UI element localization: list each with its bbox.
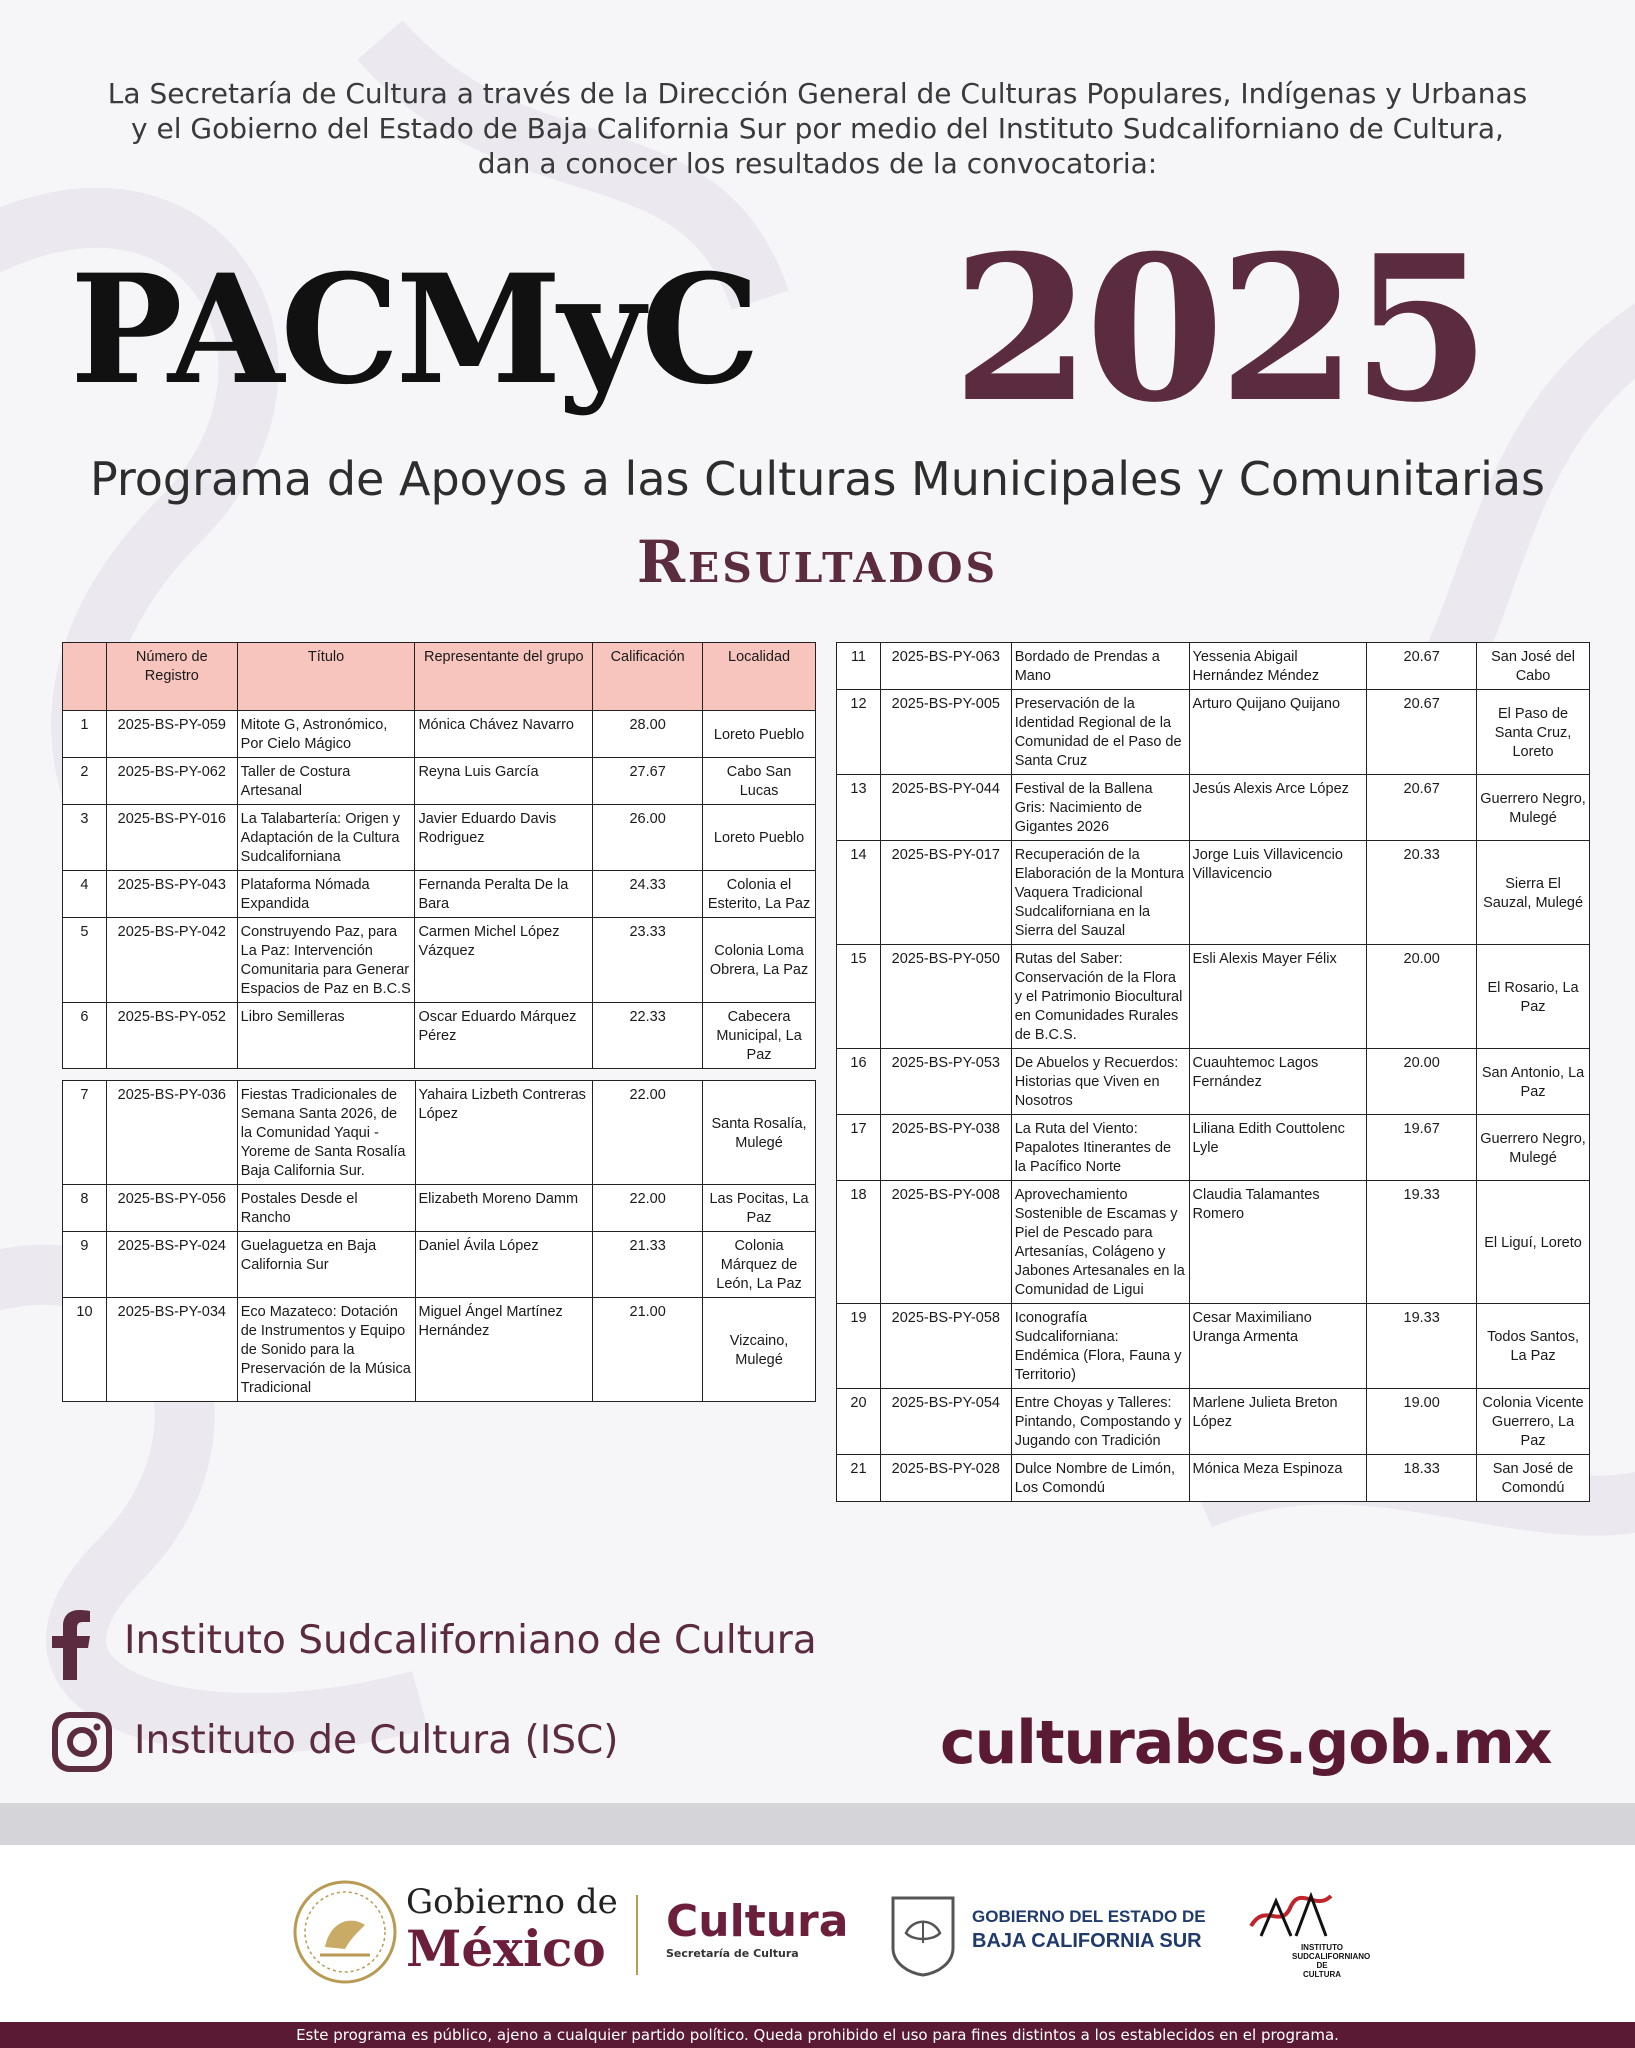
registration-number: 2025-BS-PY-017 (880, 841, 1011, 945)
project-title: Eco Mazateco: Dotación de Instrumentos y Equipo de Sonido para la Preservación de la Música Tradicional (237, 1298, 415, 1402)
table-header-row (63, 643, 816, 711)
project-title: Construyendo Paz, para La Paz: Intervención Comunitaria para Generar Espacios de Paz en B.C.S (237, 918, 415, 1003)
row-number: 7 (63, 1081, 107, 1185)
locality: San Antonio, La Paz (1477, 1049, 1590, 1115)
intro-line-1: La Secretaría de Cultura a través de la Dirección General de Culturas Populares, Indígenas y Urbanas (107, 77, 1528, 110)
header-titulo: Título (237, 643, 415, 711)
row-number: 11 (837, 643, 881, 690)
registration-number: 2025-BS-PY-054 (880, 1389, 1011, 1455)
intro-line-3: dan a conocer los resultados de la convocatoria: (477, 147, 1158, 180)
score: 20.00 (1367, 945, 1477, 1049)
project-title: Rutas del Saber: Conservación de la Flora y el Patrimonio Biocultural en Comunidades Rurales de B.C.S. (1011, 945, 1189, 1049)
row-number: 15 (837, 945, 881, 1049)
table-row (63, 1185, 816, 1232)
group-representative: Arturo Quijano Quijano (1189, 690, 1367, 775)
website-url[interactable]: culturabcs.gob.mx (940, 1708, 1552, 1778)
results-table-2 (62, 1080, 816, 1402)
score: 24.33 (593, 871, 703, 918)
project-title: La Talabartería: Origen y Adaptación de la Cultura Sudcaliforniana (237, 805, 415, 871)
locality: Sierra El Sauzal, Mulegé (1477, 841, 1590, 945)
results-table-3 (836, 642, 1590, 1502)
project-title: Entre Choyas y Talleres: Pintando, Compostando y Jugando con Tradición (1011, 1389, 1189, 1455)
row-number: 3 (63, 805, 107, 871)
locality: El Paso de Santa Cruz, Loreto (1477, 690, 1590, 775)
registration-number: 2025-BS-PY-036 (106, 1081, 237, 1185)
header-registro: Número de Registro (106, 643, 237, 711)
intro-line-2: y el Gobierno del Estado de Baja California Sur por medio del Instituto Sudcaliforniano de Cultura, (131, 112, 1504, 145)
program-acronym: PACMyC (70, 242, 757, 418)
registration-number: 2025-BS-PY-005 (880, 690, 1011, 775)
score: 28.00 (593, 711, 703, 758)
header-localidad: Localidad (703, 643, 816, 711)
group-representative: Yahaira Lizbeth Contreras López (415, 1081, 593, 1185)
row-number: 19 (837, 1304, 881, 1389)
project-title: Festival de la Ballena Gris: Nacimiento de Gigantes 2026 (1011, 775, 1189, 841)
bcs-coat-of-arms-icon (888, 1893, 958, 1977)
score: 18.33 (1367, 1455, 1477, 1502)
header-representante: Representante del grupo (415, 643, 593, 711)
row-number: 5 (63, 918, 107, 1003)
score: 21.00 (593, 1298, 703, 1402)
project-title: Recuperación de la Elaboración de la Montura Vaquera Tradicional Sudcaliforniana en la Sierra del Sauzal (1011, 841, 1189, 945)
registration-number: 2025-BS-PY-058 (880, 1304, 1011, 1389)
score: 22.00 (593, 1081, 703, 1185)
project-title: Guelaguetza en Baja California Sur (237, 1232, 415, 1298)
table-row (837, 1049, 1590, 1115)
locality: Colonia Vicente Guerrero, La Paz (1477, 1389, 1590, 1455)
table-row (63, 1298, 816, 1402)
table-row (63, 1003, 816, 1069)
group-representative: Cuauhtemoc Lagos Fernández (1189, 1049, 1367, 1115)
header-calificacion: Calificación (593, 643, 703, 711)
registration-number: 2025-BS-PY-062 (106, 758, 237, 805)
project-title: La Ruta del Viento: Papalotes Itinerantes de la Pacífico Norte (1011, 1115, 1189, 1181)
divider-band (0, 1803, 1635, 1845)
table-row (837, 1181, 1590, 1304)
group-representative: Mónica Chávez Navarro (415, 711, 593, 758)
isc-line-4: CULTURA (1302, 1970, 1342, 1979)
registration-number: 2025-BS-PY-034 (106, 1298, 237, 1402)
legal-disclaimer: Este programa es público, ajeno a cualquier partido político. Queda prohibido el uso para fines distintos a los establecidos en el programa. (0, 2022, 1635, 2048)
registration-number: 2025-BS-PY-024 (106, 1232, 237, 1298)
table-row (837, 690, 1590, 775)
registration-number: 2025-BS-PY-063 (880, 643, 1011, 690)
score: 19.67 (1367, 1115, 1477, 1181)
registration-number: 2025-BS-PY-043 (106, 871, 237, 918)
table-row (837, 841, 1590, 945)
row-number: 4 (63, 871, 107, 918)
registration-number: 2025-BS-PY-042 (106, 918, 237, 1003)
bcs-government-logo (972, 1905, 1206, 1953)
row-number: 12 (837, 690, 881, 775)
table-row (837, 643, 1590, 690)
table-row (837, 1115, 1590, 1181)
project-title: Preservación de la Identidad Regional de la Comunidad de el Paso de Santa Cruz (1011, 690, 1189, 775)
project-title: Iconografía Sudcaliforniana: Endémica (Flora, Fauna y Territorio) (1011, 1304, 1189, 1389)
locality: El Liguí, Loreto (1477, 1181, 1590, 1304)
program-year: 2025 (952, 212, 1485, 447)
score: 20.67 (1367, 775, 1477, 841)
group-representative: Jesús Alexis Arce López (1189, 775, 1367, 841)
registration-number: 2025-BS-PY-008 (880, 1181, 1011, 1304)
locality: Santa Rosalía, Mulegé (703, 1081, 816, 1185)
results-table-1 (62, 642, 816, 1069)
table-row (837, 1455, 1590, 1502)
project-title: Taller de Costura Artesanal (237, 758, 415, 805)
score: 26.00 (593, 805, 703, 871)
instagram-icon[interactable] (52, 1712, 112, 1772)
score: 27.67 (593, 758, 703, 805)
group-representative: Javier Eduardo Davis Rodriguez (415, 805, 593, 871)
bcs-line-1: GOBIERNO DEL ESTADO DE (972, 1907, 1206, 1926)
registration-number: 2025-BS-PY-052 (106, 1003, 237, 1069)
table-row (837, 1304, 1590, 1389)
project-title: Fiestas Tradicionales de Semana Santa 2026, de la Comunidad Yaqui - Yoreme de Santa Rosalía Baja California Sur. (237, 1081, 415, 1185)
group-representative: Marlene Julieta Breton López (1189, 1389, 1367, 1455)
gobierno-line-2: México (406, 1919, 606, 1978)
locality: Colonia Loma Obrera, La Paz (703, 918, 816, 1003)
bcs-line-2: BAJA CALIFORNIA SUR (972, 1930, 1202, 1952)
group-representative: Claudia Talamantes Romero (1189, 1181, 1367, 1304)
locality: Vizcaino, Mulegé (703, 1298, 816, 1402)
isc-line-1: INSTITUTO (1300, 1943, 1344, 1952)
table-row (63, 871, 816, 918)
score: 22.33 (593, 1003, 703, 1069)
score: 19.33 (1367, 1304, 1477, 1389)
project-title: Libro Semilleras (237, 1003, 415, 1069)
score: 20.67 (1367, 643, 1477, 690)
results-heading: Resultados (636, 528, 999, 596)
row-number: 9 (63, 1232, 107, 1298)
facebook-page-name[interactable]: Instituto Sudcaliforniano de Cultura (124, 1618, 817, 1663)
group-representative: Miguel Ángel Martínez Hernández (415, 1298, 593, 1402)
table-row (63, 711, 816, 758)
registration-number: 2025-BS-PY-059 (106, 711, 237, 758)
score: 23.33 (593, 918, 703, 1003)
group-representative: Liliana Edith Couttolenc Lyle (1189, 1115, 1367, 1181)
locality: El Rosario, La Paz (1477, 945, 1590, 1049)
locality: Guerrero Negro, Mulegé (1477, 775, 1590, 841)
table-row (837, 1389, 1590, 1455)
isc-line-2: SUDCALIFORNIANO (1292, 1952, 1371, 1961)
row-number: 1 (63, 711, 107, 758)
locality: Las Pocitas, La Paz (703, 1185, 816, 1232)
facebook-icon[interactable] (50, 1610, 92, 1680)
instagram-account-name[interactable]: Instituto de Cultura (ISC) (134, 1718, 619, 1763)
intro-text (0, 76, 1635, 181)
isc-line-3: DE (1316, 1961, 1328, 1970)
gobierno-mexico-logo (406, 1883, 618, 1977)
score: 20.33 (1367, 841, 1477, 945)
row-number: 18 (837, 1181, 881, 1304)
row-number: 10 (63, 1298, 107, 1402)
table-row (837, 945, 1590, 1049)
score: 19.00 (1367, 1389, 1477, 1455)
table-row (63, 1232, 816, 1298)
locality: Guerrero Negro, Mulegé (1477, 1115, 1590, 1181)
row-number: 2 (63, 758, 107, 805)
locality: Todos Santos, La Paz (1477, 1304, 1590, 1389)
project-title: Dulce Nombre de Limón, Los Comondú (1011, 1455, 1189, 1502)
group-representative: Oscar Eduardo Márquez Pérez (415, 1003, 593, 1069)
project-title: De Abuelos y Recuerdos: Historias que Viven en Nosotros (1011, 1049, 1189, 1115)
registration-number: 2025-BS-PY-016 (106, 805, 237, 871)
row-number: 8 (63, 1185, 107, 1232)
locality: San José de Comondú (1477, 1455, 1590, 1502)
registration-number: 2025-BS-PY-028 (880, 1455, 1011, 1502)
row-number: 13 (837, 775, 881, 841)
score: 20.67 (1367, 690, 1477, 775)
locality: Colonia Márquez de León, La Paz (703, 1232, 816, 1298)
project-title: Postales Desde el Rancho (237, 1185, 415, 1232)
group-representative: Fernanda Peralta De la Bara (415, 871, 593, 918)
header-index (63, 643, 107, 711)
score: 22.00 (593, 1185, 703, 1232)
group-representative: Carmen Michel López Vázquez (415, 918, 593, 1003)
registration-number: 2025-BS-PY-038 (880, 1115, 1011, 1181)
cultura-word: Cultura (666, 1896, 849, 1947)
logo-separator (636, 1895, 638, 1975)
locality: Cabo San Lucas (703, 758, 816, 805)
group-representative: Elizabeth Moreno Damm (415, 1185, 593, 1232)
group-representative: Daniel Ávila López (415, 1232, 593, 1298)
title-block (0, 212, 1635, 450)
registration-number: 2025-BS-PY-056 (106, 1185, 237, 1232)
gobierno-line-1: Gobierno de (406, 1882, 618, 1922)
group-representative: Mónica Meza Espinoza (1189, 1455, 1367, 1502)
row-number: 21 (837, 1455, 881, 1502)
locality: San José del Cabo (1477, 643, 1590, 690)
registration-number: 2025-BS-PY-050 (880, 945, 1011, 1049)
table-row (63, 758, 816, 805)
table-row (63, 1081, 816, 1185)
isc-logo-icon (1246, 1881, 1336, 1941)
group-representative: Esli Alexis Mayer Félix (1189, 945, 1367, 1049)
row-number: 14 (837, 841, 881, 945)
project-title: Bordado de Prendas a Mano (1011, 643, 1189, 690)
row-number: 6 (63, 1003, 107, 1069)
cultura-logo (666, 1897, 848, 1960)
table-row (837, 775, 1590, 841)
locality: Cabecera Municipal, La Paz (703, 1003, 816, 1069)
score: 21.33 (593, 1232, 703, 1298)
locality: Colonia el Esterito, La Paz (703, 871, 816, 918)
locality: Loreto Pueblo (703, 805, 816, 871)
mexico-coat-of-arms-icon (290, 1877, 400, 1987)
group-representative: Cesar Maximiliano Uranga Armenta (1189, 1304, 1367, 1389)
row-number: 16 (837, 1049, 881, 1115)
row-number: 20 (837, 1389, 881, 1455)
table-row (63, 918, 816, 1003)
group-representative: Yessenia Abigail Hernández Méndez (1189, 643, 1367, 690)
registration-number: 2025-BS-PY-053 (880, 1049, 1011, 1115)
program-full-name: Programa de Apoyos a las Culturas Municipales y Comunitarias (89, 452, 1546, 506)
score: 20.00 (1367, 1049, 1477, 1115)
group-representative: Jorge Luis Villavicencio Villavicencio (1189, 841, 1367, 945)
cultura-sub: Secretaría de Cultura (666, 1947, 799, 1960)
registration-number: 2025-BS-PY-044 (880, 775, 1011, 841)
project-title: Aprovechamiento Sostenible de Escamas y Piel de Pescado para Artesanías, Colágeno y Jabones Artesanales en la Comunidad de Ligui (1011, 1181, 1189, 1304)
score: 19.33 (1367, 1181, 1477, 1304)
row-number: 17 (837, 1115, 881, 1181)
locality: Loreto Pueblo (703, 711, 816, 758)
table-row (63, 805, 816, 871)
project-title: Mitote G, Astronómico, Por Cielo Mágico (237, 711, 415, 758)
footer-logos (0, 1845, 1635, 2023)
isc-logo-text (1292, 1943, 1371, 1979)
group-representative: Reyna Luis García (415, 758, 593, 805)
project-title: Plataforma Nómada Expandida (237, 871, 415, 918)
